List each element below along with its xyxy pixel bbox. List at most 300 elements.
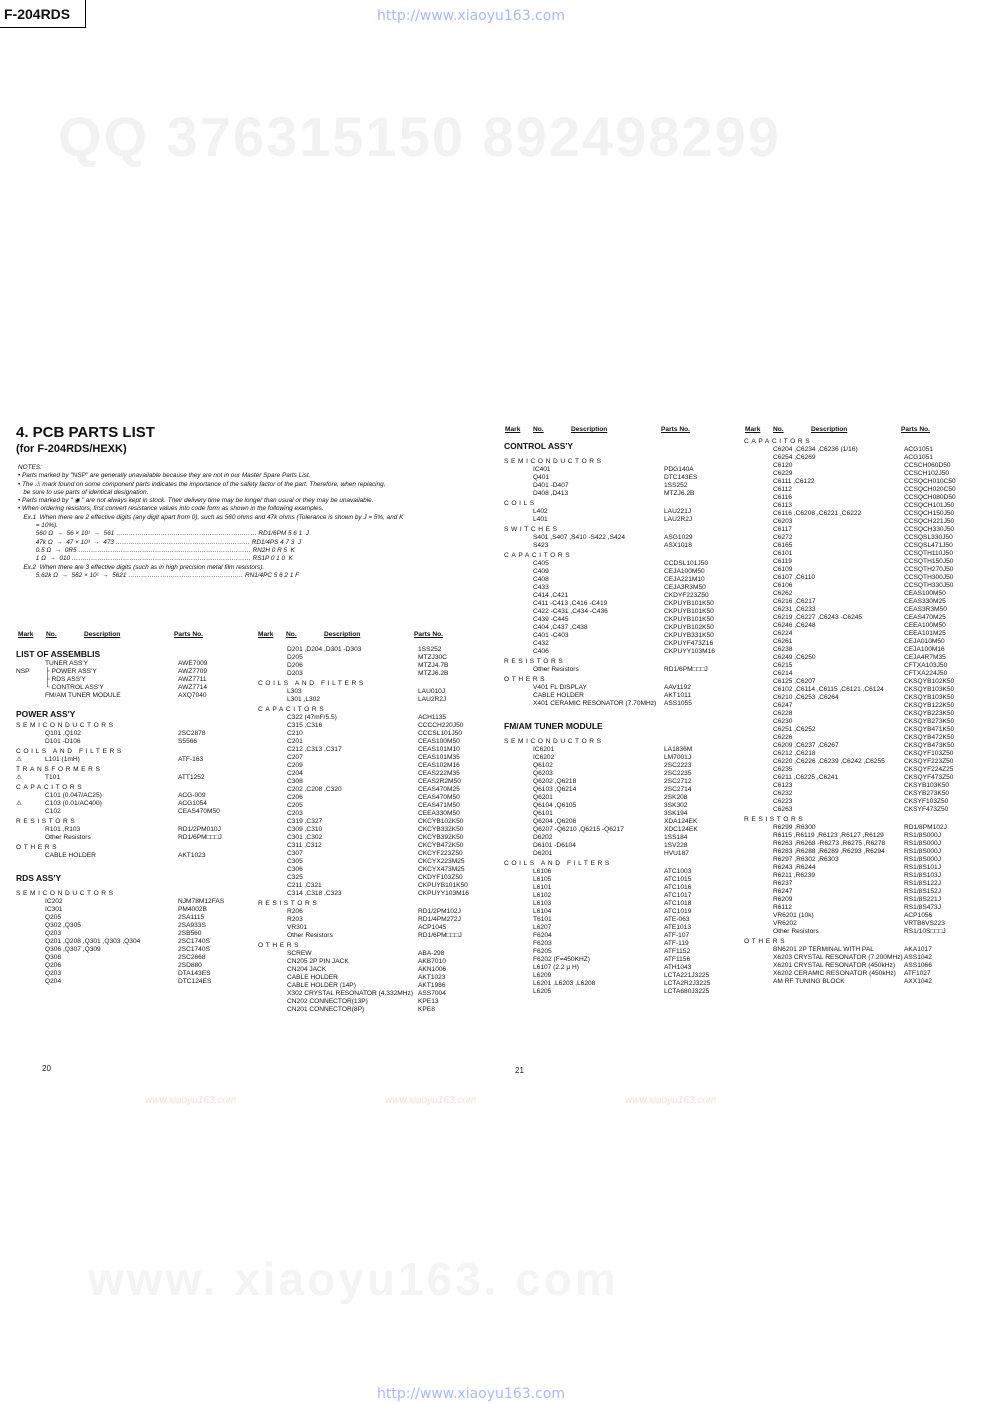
part-row — [744, 542, 979, 550]
part-mark — [744, 726, 773, 734]
part-row — [258, 932, 483, 940]
part-mark — [16, 808, 45, 816]
part-row — [504, 516, 736, 524]
part-number: CKSYF103Z50 — [904, 798, 949, 805]
part-number: CCSQCH221J50 — [904, 518, 955, 525]
part-description: SCREW — [287, 950, 312, 957]
part-description: CN201 CONNECTOR(8P) — [287, 1006, 365, 1013]
part-mark — [504, 508, 533, 516]
part-description: R6237 — [773, 880, 793, 887]
part-mark — [744, 954, 773, 962]
part-description: R101 ,R103 — [45, 826, 81, 833]
part-row — [258, 778, 483, 786]
part-row — [744, 470, 979, 478]
part-description: D408 ,D413 — [533, 490, 569, 497]
part-row — [744, 954, 979, 962]
part-number: ATC1016 — [664, 884, 692, 891]
part-row — [744, 486, 979, 494]
mark-header: Mark — [258, 631, 274, 638]
section-heading: CONTROL ASS'Y — [504, 441, 574, 451]
part-row — [744, 526, 979, 534]
part-number: AXX1042 — [904, 978, 932, 985]
part-description: CABLE HOLDER (14P) — [287, 982, 356, 989]
part-row — [744, 806, 979, 814]
part-description: C406 — [533, 648, 549, 655]
note-line: 560 Ω → 56 × 10¹ → 561 ………………………………………………………… RD1/6PM 5 6 1 J — [18, 530, 309, 538]
part-number: CEAS2R2M50 — [418, 778, 461, 785]
part-row — [504, 948, 736, 956]
part-number: CKSQYB473K50 — [904, 742, 955, 749]
part-mark — [744, 614, 773, 622]
part-row — [744, 758, 979, 766]
section-heading: POWER ASS'Y — [16, 709, 76, 719]
part-description: C6212 ,C6218 — [773, 750, 816, 757]
part-mark — [504, 490, 533, 498]
part-mark — [504, 956, 533, 964]
part-mark — [504, 666, 533, 674]
part-mark — [744, 840, 773, 848]
part-number: RS1/8S152J — [904, 888, 942, 895]
part-mark — [258, 966, 287, 974]
part-description: CN205 2P PIN JACK — [287, 958, 349, 965]
part-number: CEEA101M25 — [904, 630, 946, 637]
part-mark — [504, 940, 533, 948]
part-row — [16, 978, 246, 986]
part-mark — [504, 988, 533, 996]
part-row — [744, 646, 979, 654]
watermark-small-3: www.xiaoyu163.com — [625, 1095, 717, 1106]
part-number: RS1/8S122J — [904, 880, 942, 887]
part-row — [744, 832, 979, 840]
part-description: C6210 ,C6253 ,C6264 — [773, 694, 839, 701]
part-row — [744, 904, 979, 912]
part-row — [744, 478, 979, 486]
part-row — [16, 922, 246, 930]
part-row — [16, 676, 246, 684]
part-number: CEAS470M25 — [904, 614, 946, 621]
note-line: NOTES: — [18, 464, 42, 471]
part-mark — [744, 446, 773, 454]
part-number: LAU2R2J — [418, 696, 447, 703]
part-number: CCSQTH330J50 — [904, 582, 954, 589]
part-mark — [504, 810, 533, 818]
part-description: Q6102 — [533, 762, 553, 769]
part-number: RS1/8S221J — [904, 896, 942, 903]
note-line: 47k Ω → 47 × 10³ → 473 ……………………………………………………… RD1/4PS 4 7 3 J — [18, 538, 302, 546]
part-mark — [744, 896, 773, 904]
part-description: D6201 — [533, 850, 553, 857]
part-number: 3SK302 — [664, 802, 688, 809]
part-description: C206 — [287, 794, 303, 801]
part-row — [744, 534, 979, 542]
group-heading: CAPACITORS — [744, 438, 813, 445]
part-description: C6238 — [773, 646, 793, 653]
part-mark — [504, 826, 533, 834]
part-number: CKSQYB471K50 — [904, 726, 955, 733]
part-number: ATC1017 — [664, 892, 692, 899]
part-number: ACH1135 — [418, 714, 447, 721]
part-row — [744, 558, 979, 566]
part-number: 2SA933S — [178, 922, 206, 929]
part-number: CEAS102M16 — [418, 762, 460, 769]
part-mark — [504, 600, 533, 608]
part-description: C6235 — [773, 766, 793, 773]
part-row — [504, 592, 736, 600]
part-number: LCTA2R2J3225 — [664, 980, 711, 987]
part-row — [16, 906, 246, 914]
part-description: C6223 — [773, 798, 793, 805]
part-number: AKA1017 — [904, 946, 932, 953]
part-row — [504, 908, 736, 916]
part-row — [258, 794, 483, 802]
part-row — [16, 660, 246, 668]
part-description: L6207 — [533, 924, 552, 931]
part-number: ABA-298 — [418, 950, 445, 957]
part-description: Q306 ,Q307 ,Q309 — [45, 946, 101, 953]
part-description: C6203 — [773, 518, 793, 525]
part-description: L402 — [533, 508, 548, 515]
part-row — [504, 892, 736, 900]
part-number: DTA143ES — [178, 970, 211, 977]
col4-header — [745, 426, 970, 436]
part-description: C6116 ,C6208 ,C6221 ,C6222 — [773, 510, 862, 517]
parts-header: Parts No. — [901, 426, 930, 433]
part-mark — [744, 598, 773, 606]
part-description: R6115 ,R6119 ,R6123 ,R6127 ,R6129 — [773, 832, 884, 839]
part-number: RD1/6PM□□□J — [178, 834, 222, 841]
part-row — [16, 692, 246, 700]
part-mark — [16, 660, 45, 668]
part-mark — [16, 826, 45, 834]
part-mark — [258, 932, 287, 940]
part-mark — [744, 582, 773, 590]
part-number: 2SC2235 — [664, 770, 692, 777]
part-number: CCSQTH110J50 — [904, 550, 953, 557]
part-description: Q308 — [45, 954, 62, 961]
part-description: C6254 ,C6269 — [773, 454, 816, 461]
part-number: CKCYX223M25 — [418, 858, 465, 865]
part-row — [744, 856, 979, 864]
part-row — [258, 874, 483, 882]
part-row — [16, 930, 246, 938]
part-number: RS1/10S□□□J — [904, 928, 946, 935]
part-description: C6214 — [773, 670, 793, 677]
part-mark — [744, 526, 773, 534]
mark-header: Mark — [18, 631, 34, 638]
part-description: Q401 — [533, 474, 550, 481]
part-number: AKT1023 — [418, 974, 446, 981]
part-number: 3SK194 — [664, 810, 688, 817]
part-mark — [504, 834, 533, 842]
part-row — [744, 622, 979, 630]
part-mark — [258, 974, 287, 982]
part-description: Q206 — [45, 962, 62, 969]
part-mark: NSP — [16, 668, 30, 675]
part-mark — [258, 998, 287, 1006]
part-row — [744, 638, 979, 646]
part-mark — [744, 678, 773, 686]
part-row — [744, 840, 979, 848]
part-mark — [258, 882, 287, 890]
part-row — [744, 670, 979, 678]
part-mark — [744, 904, 773, 912]
part-number: RD1/4PM272J — [418, 916, 461, 923]
part-mark — [744, 790, 773, 798]
part-row — [744, 494, 979, 502]
part-row — [258, 688, 483, 696]
part-mark — [504, 632, 533, 640]
part-mark — [504, 802, 533, 810]
part-row — [744, 678, 979, 686]
part-description: C6261 — [773, 638, 793, 645]
part-number: CKPUYB101K50 — [664, 600, 714, 607]
part-mark — [258, 858, 287, 866]
part-description: FM/AM TUNER MODULE — [45, 692, 121, 699]
part-mark — [744, 670, 773, 678]
part-description: C6107 ,C6110 — [773, 574, 816, 581]
part-row — [744, 446, 979, 454]
part-description: C6229 — [773, 470, 793, 477]
section-heading: LIST OF ASSEMBLIS — [16, 649, 101, 659]
part-row — [744, 946, 979, 954]
part-number: CEJA010M50 — [904, 638, 945, 645]
part-description: C6228 — [773, 710, 793, 717]
part-description: D203 — [287, 670, 303, 677]
part-description: R6243 ,R6244 — [773, 864, 816, 871]
part-number: CKPUYB101K50 — [664, 616, 714, 623]
part-number: DTC143ES — [664, 474, 698, 481]
part-description: C309 ,C310 — [287, 826, 323, 833]
part-row — [16, 730, 246, 738]
part-number: CCSQCH020C50 — [904, 486, 956, 493]
part-description: X6203 CRYSTAL RESONATOR (7.200MHz) — [773, 954, 903, 961]
part-row — [504, 972, 736, 980]
no-header: No. — [46, 631, 57, 638]
part-row — [744, 606, 979, 614]
part-mark — [504, 900, 533, 908]
part-description: C432 — [533, 640, 549, 647]
part-number: CEJA4R7M35 — [904, 654, 946, 661]
note-line: • Parts marked by " ◉ " are not always kept in stock. Their delivery time may be longer than usual or they may be unavailable. — [18, 497, 374, 505]
part-number: ATF-107 — [664, 932, 690, 939]
part-row — [504, 868, 736, 876]
part-mark — [744, 686, 773, 694]
part-description: C6125 ,C6207 — [773, 678, 816, 685]
group-heading: CAPACITORS — [258, 706, 327, 713]
part-mark — [504, 684, 533, 692]
part-description: CN204 JACK — [287, 966, 327, 973]
part-description: D401 -D407 — [533, 482, 569, 489]
part-number: CCSQTH270J50 — [904, 566, 954, 573]
parts-header: Parts No. — [414, 631, 443, 638]
part-mark — [744, 590, 773, 598]
part-mark — [744, 946, 773, 954]
group-heading: SEMICONDUCTORS — [16, 890, 116, 897]
part-mark — [504, 924, 533, 932]
part-number: CKCYX473M25 — [418, 866, 465, 873]
part-number: DTC124ES — [178, 978, 212, 985]
part-row — [744, 782, 979, 790]
part-number: ATF1156 — [664, 956, 691, 963]
part-row — [258, 842, 483, 850]
part-row — [744, 566, 979, 574]
part-mark — [258, 802, 287, 810]
spacer — [16, 700, 246, 704]
part-mark — [744, 694, 773, 702]
part-mark — [504, 794, 533, 802]
site-url-bottom: http://www.xiaoyu163.com — [377, 1386, 565, 1402]
note-line: • The ⚠ mark found on some component parts indicates the importance of the safety factor of the part. Therefore, when replacing, — [18, 480, 386, 488]
part-row — [258, 826, 483, 834]
part-description: C6106 — [773, 582, 793, 589]
part-description: R6211 ,R6239 — [773, 872, 816, 879]
part-row — [744, 970, 979, 978]
part-row — [258, 722, 483, 730]
part-row — [258, 754, 483, 762]
group-heading: RESISTORS — [258, 900, 320, 907]
part-number: PDG140A — [664, 466, 694, 473]
part-number: AKT1011 — [664, 692, 692, 699]
part-number: CEEA100M50 — [904, 622, 946, 629]
part-mark — [504, 884, 533, 892]
part-row — [258, 730, 483, 738]
part-row — [504, 542, 736, 550]
group-heading: SEMICONDUCTORS — [504, 458, 604, 465]
part-description: C6211 ,C6225 ,C6241 — [773, 774, 839, 781]
part-row — [744, 798, 979, 806]
part-mark — [504, 762, 533, 770]
part-description: S423 — [533, 542, 549, 549]
part-mark — [258, 982, 287, 990]
part-mark — [744, 806, 773, 814]
part-number: CCSQSL471J50 — [904, 542, 953, 549]
part-number: CEAS222M35 — [418, 770, 460, 777]
part-row — [504, 692, 736, 700]
part-row — [504, 600, 736, 608]
part-description: L6205 — [533, 988, 552, 995]
part-mark — [744, 880, 773, 888]
part-row — [258, 646, 483, 654]
part-number: CKSQYB103K50 — [904, 694, 955, 701]
part-description: C6109 — [773, 566, 793, 573]
group-heading: COILS AND FILTERS — [504, 860, 612, 867]
part-mark — [504, 482, 533, 490]
part-number: 2SC2223 — [664, 762, 692, 769]
part-mark — [16, 792, 45, 800]
col3-header — [505, 426, 730, 436]
part-description: └ CONTROL ASS'Y — [45, 684, 104, 691]
part-row — [744, 726, 979, 734]
part-description: CABLE HOLDER — [45, 852, 96, 859]
part-row — [744, 686, 979, 694]
part-description: R6209 — [773, 896, 793, 903]
part-mark — [504, 786, 533, 794]
part-mark — [16, 834, 45, 842]
part-number: RD1/2PM102J — [418, 908, 461, 915]
part-number: CFTXA224J50 — [904, 670, 948, 677]
part-description: L6105 — [533, 876, 552, 883]
part-description: C6263 — [773, 806, 793, 813]
part-mark — [504, 640, 533, 648]
group-heading: SWITCHES — [504, 526, 560, 533]
part-description: T101 — [45, 774, 61, 781]
part-mark — [16, 946, 45, 954]
page-number-right: 21 — [515, 1066, 524, 1075]
part-number: CCCCH220J50 — [418, 722, 464, 729]
part-row — [16, 684, 246, 692]
desc-header: Description — [324, 631, 361, 638]
part-number: CKSQYF103Z50 — [904, 750, 954, 757]
no-header: No. — [533, 426, 544, 433]
part-row — [504, 762, 736, 770]
part-mark — [258, 916, 287, 924]
part-mark — [258, 670, 287, 678]
part-description: C6216 ,C6217 — [773, 598, 816, 605]
note-line: 0.5 Ω → 0R5 ……………………………………………………………………… RN2H 0 R 5 K — [18, 546, 295, 554]
part-mark — [16, 676, 45, 684]
part-number: CKSQYB103K50 — [904, 686, 955, 693]
part-number: ACP1045 — [418, 924, 447, 931]
part-number: RD1/6PM□□□J — [418, 932, 462, 939]
part-row — [504, 648, 736, 656]
part-number: CKSQYB472K50 — [904, 734, 955, 741]
part-mark — [744, 798, 773, 806]
part-mark — [744, 970, 773, 978]
part-mark — [504, 692, 533, 700]
part-description: Q6103 ,Q6214 — [533, 786, 577, 793]
part-number: RS1/8S000J — [904, 856, 942, 863]
desc-header: Description — [811, 426, 848, 433]
part-number: 2SC2714 — [664, 786, 692, 793]
part-number: NJM78M12FAS — [178, 898, 225, 905]
part-row — [504, 624, 736, 632]
part-description: L6209 — [533, 972, 552, 979]
part-description: L6101 — [533, 884, 552, 891]
part-number: CKCYB332K50 — [418, 826, 464, 833]
part-number: CEAS470M25 — [418, 786, 460, 793]
part-mark — [744, 856, 773, 864]
part-description: ├ POWER ASS'Y — [45, 668, 97, 675]
part-description: L6102 — [533, 892, 552, 899]
note-line: = 10%). — [18, 522, 58, 530]
part-mark — [504, 616, 533, 624]
part-number: CEAS330M25 — [904, 598, 946, 605]
part-description: D6101 -D6104 — [533, 842, 576, 849]
part-description: Q6203 — [533, 770, 553, 777]
part-mark — [744, 510, 773, 518]
part-number: 2SC2712 — [664, 778, 692, 785]
part-mark — [504, 608, 533, 616]
part-description: R6283 ,R6288 ,R6289 ,R6293 ,R6294 — [773, 848, 885, 855]
part-row — [504, 754, 736, 762]
part-row — [744, 848, 979, 856]
part-mark — [504, 584, 533, 592]
part-number: CEAS101M35 — [418, 754, 460, 761]
part-row — [504, 666, 736, 674]
part-number: LA1836M — [664, 746, 693, 753]
part-row — [504, 700, 736, 708]
part-row — [744, 978, 979, 986]
part-row — [504, 900, 736, 908]
part-description: R203 — [287, 916, 303, 923]
part-mark — [258, 924, 287, 932]
part-row — [504, 964, 736, 972]
part-description: Q302 ,Q305 — [45, 922, 81, 929]
part-description: C422 -C431 ,C434 -C436 — [533, 608, 608, 615]
part-description: C308 — [287, 778, 303, 785]
part-row — [744, 872, 979, 880]
part-row — [504, 640, 736, 648]
